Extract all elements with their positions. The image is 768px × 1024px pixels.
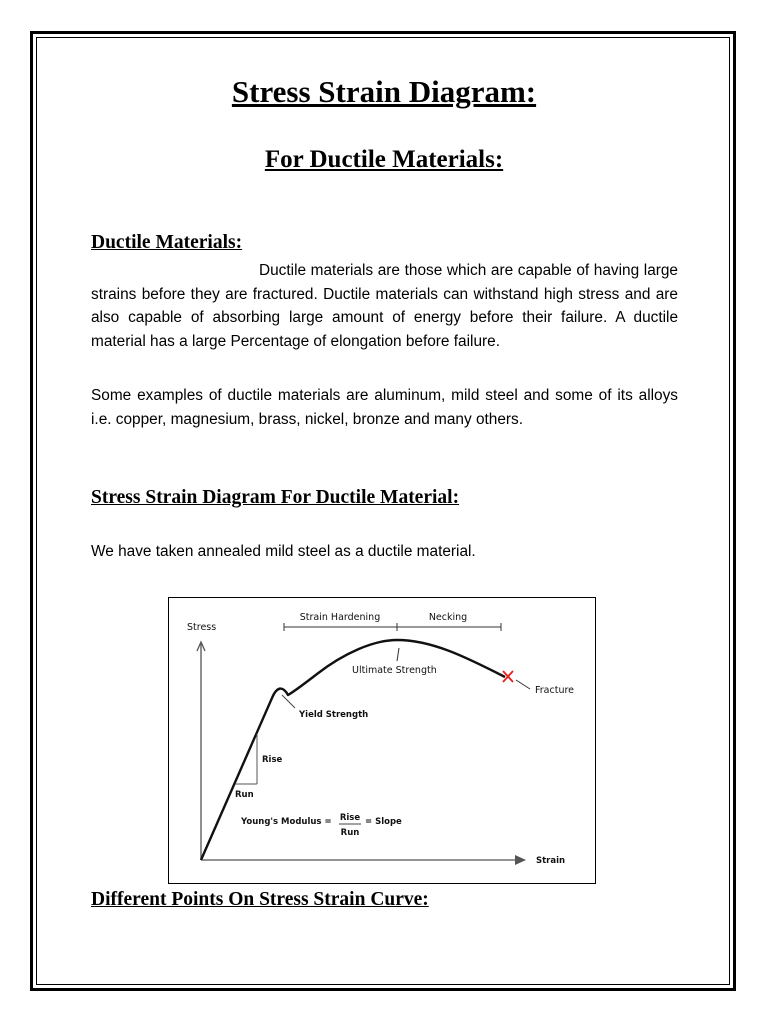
- page-title: Stress Strain Diagram:: [231, 74, 537, 109]
- paragraph-ductile-definition: Ductile materials are those which are capable of having large strains before they are fractured. Ductile materials can withstand high stress and are also capable of absorbing large amount of energy before their failure. A ductile material has a large Percentage of elongation before failure.: [91, 262, 678, 350]
- x-axis-arrow-icon: [515, 855, 526, 865]
- ultimate-strength-label: Ultimate Strength: [352, 665, 437, 676]
- yield-strength-leader-line: [282, 695, 295, 708]
- paragraph-ductile-examples: Some examples of ductile materials are aluminum, mild steel and some of its alloys i.e. copper, magnesium, brass, nickel, bronze and many others.: [91, 387, 678, 428]
- section-heading-different-points: Different Points On Stress Strain Curve:: [91, 889, 429, 910]
- youngs-modulus-denominator: Run: [340, 828, 360, 838]
- stress-strain-diagram: [169, 598, 597, 885]
- yield-strength-label: Yield Strength: [299, 710, 369, 720]
- youngs-modulus-suffix: = Slope: [365, 817, 402, 827]
- run-label: Run: [235, 790, 254, 800]
- youngs-modulus-numerator: Rise: [339, 813, 361, 823]
- section-heading-stress-strain-diagram: Stress Strain Diagram For Ductile Material:: [91, 487, 460, 508]
- section-heading-ductile-materials: Ductile Materials:: [91, 232, 243, 253]
- fracture-leader-line: [516, 680, 530, 689]
- necking-label: Necking: [428, 612, 468, 623]
- paragraph-annealed-mild-steel: We have taken annealed mild steel as a ductile material.: [91, 543, 476, 560]
- fracture-label: Fracture: [535, 685, 575, 696]
- y-axis-label: Stress: [187, 622, 217, 633]
- stress-strain-figure: [168, 597, 596, 884]
- strain-hardening-label: Strain Hardening: [299, 612, 381, 623]
- youngs-modulus-prefix: Young's Modulus =: [241, 817, 332, 827]
- x-axis-label: Strain: [536, 856, 566, 866]
- rise-label: Rise: [262, 755, 283, 765]
- ultimate-strength-leader-line: [397, 648, 399, 661]
- page-subtitle: For Ductile Materials:: [264, 146, 504, 173]
